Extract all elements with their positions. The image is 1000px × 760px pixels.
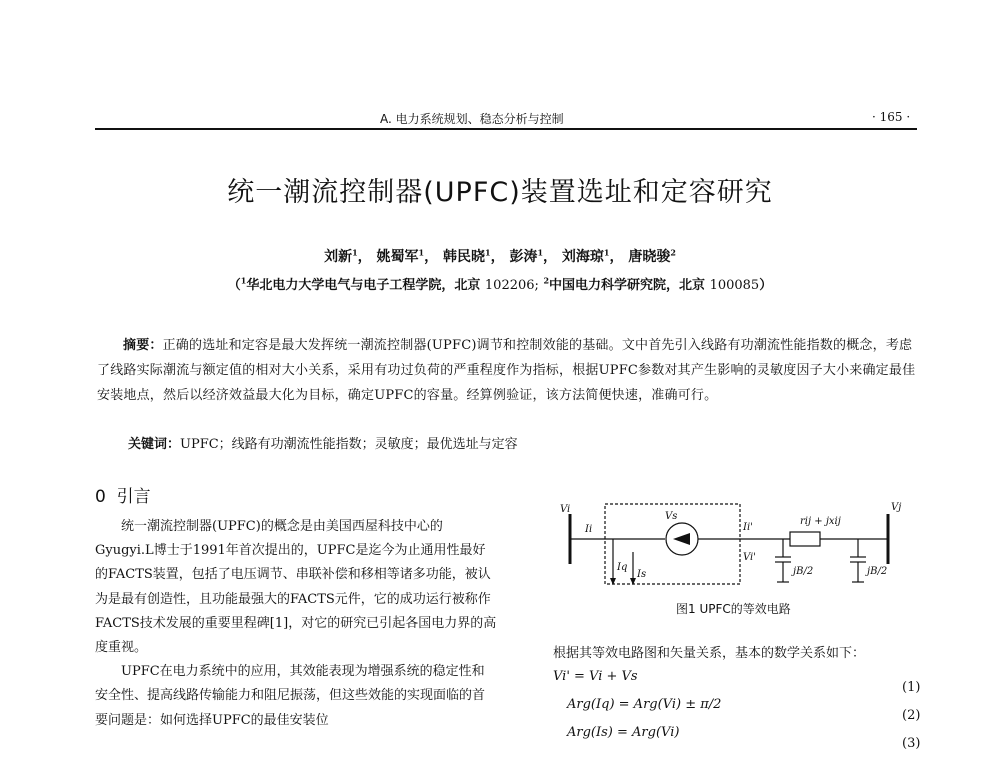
section-title: 引言 — [116, 487, 151, 507]
affiliation-2: 中国电力科学研究院，北京 — [549, 278, 706, 293]
paragraph: 统一潮流控制器(UPFC)的概念是由美国西屋科技中心的Gyugyi.L博士于1991年首次提出的，UPFC是迄今为止通用性最好的FACTS装置，包括了电压调节、串联补偿和移相等诸多功能，被认为是最有创造性，且功能最强大的FACTS元件，它的成功运行被称作FACTS技术发展的重要里程碑[1]，对它的研究已引起各国电力界的高度重视。 — [95, 519, 497, 656]
section-number: 0 — [95, 487, 106, 507]
page-number: · 165 · — [872, 110, 911, 124]
aff-sup-2: 2 — [543, 275, 550, 286]
author-sup: 1 — [484, 247, 491, 258]
abstract-text: 正确的选址和定容是最大发挥统一潮流控制器(UPFC)调节和控制效能的基础。文中首先引入线路有功潮流性能指数的概念，考虑了线路实际潮流与额定值的相对大小关系，采用有功过负荷的严重程度作为指标，根据UPFC参数对其产生影响的灵敏度因子大小来确定最佳安装地点，然后以经济效益最大化为目标，确定UPFC的容量。经算例验证，该方法简便快速，准确可行。 — [97, 338, 916, 403]
keywords-text: UPFC；线路有功潮流性能指数；灵敏度；最优选址与定容 — [180, 437, 518, 452]
author-sup: 2 — [670, 247, 676, 258]
equation-3: Arg(Is) = Arg(Vi) — [567, 725, 680, 740]
relations-intro: 根据其等效电路图和矢量关系，基本的数学关系如下： — [553, 646, 866, 661]
aff-sup-1: 1 — [240, 275, 247, 286]
line-impedance — [790, 532, 820, 546]
author-name: 彭涛 — [509, 249, 538, 265]
equation-number-3: (3) — [902, 736, 921, 751]
keywords-label: 关键词： — [128, 437, 181, 452]
abstract — [97, 333, 917, 408]
header-rule — [95, 128, 917, 130]
equation-number-2: (2) — [902, 708, 921, 723]
upfc-equivalent-circuit — [555, 492, 935, 607]
label-shunt-right: jB/2 — [867, 566, 888, 577]
label-is: Is — [637, 569, 647, 580]
paper-title: 统一潮流控制器(UPFC)装置选址和定容研究 — [227, 177, 773, 208]
author-sup: 1 — [418, 247, 425, 258]
label-ii-prime: Ii' — [743, 522, 753, 533]
author-sup: 1 — [603, 247, 610, 258]
affiliation-1: 华北电力大学电气与电子工程学院，北京 — [246, 278, 481, 293]
label-shunt-left: jB/2 — [793, 566, 814, 577]
author-sup: 1 — [352, 247, 358, 258]
label-ii: Ii — [585, 524, 593, 535]
author-name: 韩民晓 — [442, 249, 485, 265]
author-sup: 1 — [537, 247, 544, 258]
aff-open: （ — [227, 278, 241, 293]
running-header: A. 电力系统规划、稳态分析与控制 — [380, 112, 564, 126]
author-name: 刘海琼 — [561, 249, 604, 265]
zip-1: 102206; — [484, 278, 539, 293]
label-vi-prime: Vi' — [743, 552, 756, 563]
label-vs: Vs — [665, 511, 678, 522]
source-arrow — [673, 533, 690, 545]
section-heading — [95, 482, 151, 507]
intro-body — [95, 515, 497, 733]
equation-number-1: (1) — [902, 680, 921, 695]
equation-2: Arg(Iq) = Arg(Vi) ± π/2 — [567, 697, 722, 712]
equation-1: Vi' = Vi + Vs — [553, 669, 638, 684]
author-name: 刘新 — [324, 249, 353, 265]
label-vi: Vi — [560, 504, 571, 515]
paragraph: UPFC在电力系统中的应用，其效能表现为增强系统的稳定性和安全性、提高线路传输能力和阻尼振荡，但这些效能的实现面临的首要问题是：如何选择UPFC的最佳安装位 — [95, 664, 486, 728]
zip-2: 100085 — [709, 278, 760, 293]
keywords — [128, 433, 518, 452]
abstract-label: 摘要： — [123, 338, 163, 353]
author-name: 唐晓骏 — [628, 249, 671, 265]
affiliations — [0, 274, 1000, 293]
figure-caption: 图1 UPFC的等效电路 — [676, 602, 791, 616]
label-impedance: rij + jxij — [800, 516, 841, 527]
author-list: 刘新$^1$， 姚蜀军$^1$， 韩民晓$^1$， 彭涛$^1$， 刘海琼$^1$， 唐晓骏$^2$ — [324, 247, 676, 265]
aff-close: ） — [759, 278, 773, 293]
label-vj: Vj — [891, 502, 902, 513]
author-name: 姚蜀军 — [376, 249, 419, 265]
label-iq: Iq — [617, 562, 628, 573]
